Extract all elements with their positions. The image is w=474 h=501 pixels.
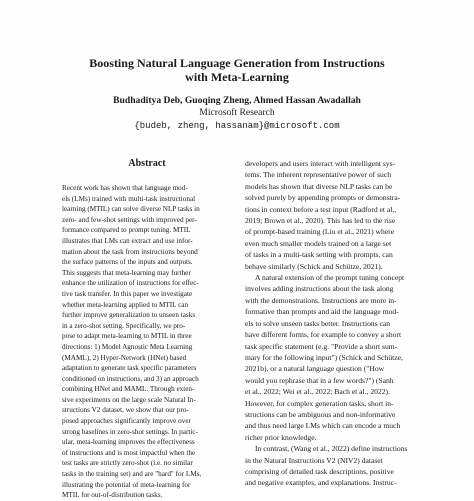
- body-line: structions can be ambiguous and non-informative: [245, 409, 396, 419]
- body-line: in the Natural Instructions V2 (NIV2) dataset: [245, 455, 383, 465]
- abstract-line: in a zero-shot setting. Specifically, we pro-: [62, 321, 186, 330]
- body-line: tions in context before a test input (Radford et al.,: [245, 204, 397, 214]
- body-line: task specific statement (e.g. "Provide a short sum-: [245, 341, 398, 351]
- abstract-line: pose to adapt meta-learning to MTIL in three: [62, 332, 192, 341]
- body-line: of tasks in a multi-task setting with prompts, can: [245, 250, 393, 260]
- body-line: behave similarly (Schick and Schütze, 2021).: [245, 261, 383, 271]
- body-line: richer prior knowledge.: [245, 432, 317, 442]
- body-line: with the demonstrations. Instructions are more in-: [245, 295, 397, 305]
- abstract-line: posed approaches significantly improve over: [62, 417, 191, 426]
- body-line: 2019; Brown et al., 2020). This has led to the rise: [245, 216, 396, 226]
- title-line-1: Boosting Natural Language Generation from Instructions: [89, 56, 385, 70]
- abstract-line: combining HNet and MAML. Through exten-: [62, 385, 195, 394]
- author-list: Budhaditya Deb, Guoqing Zheng, Ahmed Hassan Awadallah: [113, 95, 361, 106]
- body-line: involves adding instructions about the task along: [245, 284, 394, 294]
- affiliation: Microsoft Research: [199, 107, 275, 118]
- body-line: would you rephrase that in a few words?") (Sanh: [245, 375, 394, 385]
- body-line: mary for the following input") (Schick and Schütze,: [245, 352, 403, 362]
- abstract-heading: Abstract: [128, 158, 166, 169]
- abstract-line: (MAML), 2) Hyper-Network (HNet) based: [62, 353, 187, 362]
- abstract-line: strong baselines in zero-shot settings. In partic-: [62, 427, 198, 436]
- body-line: of prompt-based training (Liu et al., 2021) where: [245, 227, 395, 237]
- abstract-line: learning (MTIL) can solve diverse NLP tasks in: [62, 205, 200, 214]
- abstract-body: [62, 183, 234, 501]
- body-line: els to solve unseen tasks better. Instructions can: [245, 318, 391, 328]
- abstract-line: mation about the task from instructions beyond: [62, 247, 198, 256]
- body-line: comprising of detailed task descriptions, positive: [245, 466, 394, 476]
- abstract-line: adaptation to generate task specific parameters: [62, 364, 197, 373]
- abstract-line: enhance the utilization of instructions for effec-: [62, 279, 199, 288]
- body-line: 2021b), or a natural language question ("How: [245, 364, 385, 374]
- abstract-line: of instructions and is most impactful when the: [62, 448, 196, 457]
- body-line: and thus need large LMs which can encode a much: [245, 421, 401, 431]
- abstract-line: directions: 1) Model Agnostic Meta Learning: [62, 342, 193, 351]
- abstract-line: zero- and few-shot settings with improved per-: [62, 215, 197, 224]
- body-line: However, for complex generation tasks, short in-: [245, 398, 394, 408]
- introduction-body: [245, 158, 431, 489]
- abstract-line: the surface patterns of the inputs and outputs.: [62, 258, 193, 267]
- abstract-line: illustrating the potential of meta-learning for: [62, 480, 191, 489]
- paper-title: [60, 56, 414, 84]
- abstract-line: MTIL for out-of-distribution tasks.: [62, 491, 163, 500]
- abstract-line: test tasks are strictly zero-shot (i.e. no similar: [62, 459, 193, 468]
- author-email: {budeb, zheng, hassanam}@microsoft.com: [134, 121, 340, 131]
- body-line: A natural extension of the prompt tuning concept: [255, 273, 405, 283]
- body-line: and negative examples, and explanations. Instruc-: [245, 478, 397, 488]
- abstract-line: This suggests that meta-learning may further: [62, 268, 191, 277]
- abstract-line: illustrates that LMs can extract and use infor-: [62, 236, 193, 245]
- abstract-line: tive task transfer. In this paper we investigate: [62, 289, 193, 298]
- abstract-line: sive experiments on the large scale Natural In-: [62, 395, 196, 404]
- body-line: developers and users interact with intelligent sys-: [245, 159, 396, 168]
- abstract-line: structions V2 dataset, we show that our pro-: [62, 406, 189, 415]
- abstract-line: formance compared to prompt tuning. MTIL: [62, 226, 191, 235]
- abstract-line: ular, meta-learning improves the effectiveness: [62, 438, 195, 447]
- body-line: tems. The inherent representative power of such: [245, 170, 391, 180]
- abstract-line: further improve generalization to unseen tasks: [62, 311, 196, 320]
- body-line: formative than prompts and aid the language mod-: [245, 307, 399, 317]
- body-line: have different forms, for example to convey a short: [245, 330, 402, 340]
- abstract-line: tasks in the training set) and are "hard" for LMs,: [62, 470, 202, 479]
- body-line: et al., 2022; Wei et al., 2022; Bach et al., 2022).: [245, 387, 390, 397]
- abstract-line: whether meta-learning applied to MTIL can: [62, 300, 189, 309]
- body-line: even much smaller models trained on a large set: [245, 238, 392, 248]
- abstract-line: Recent work has shown that language mod-: [62, 184, 188, 192]
- body-line: In contrast, (Wang et al., 2022) define instructions: [255, 444, 408, 454]
- body-line: models has shown that diverse NLP tasks can be: [245, 181, 393, 191]
- title-line-2: with Meta-Learning: [185, 70, 289, 84]
- abstract-line: conditioned on instructions, and 3) an approach: [62, 374, 199, 383]
- body-line: solved purely by appending prompts or demonstra-: [245, 193, 401, 203]
- abstract-line: els (LMs) trained with multi-task instructional: [62, 194, 196, 203]
